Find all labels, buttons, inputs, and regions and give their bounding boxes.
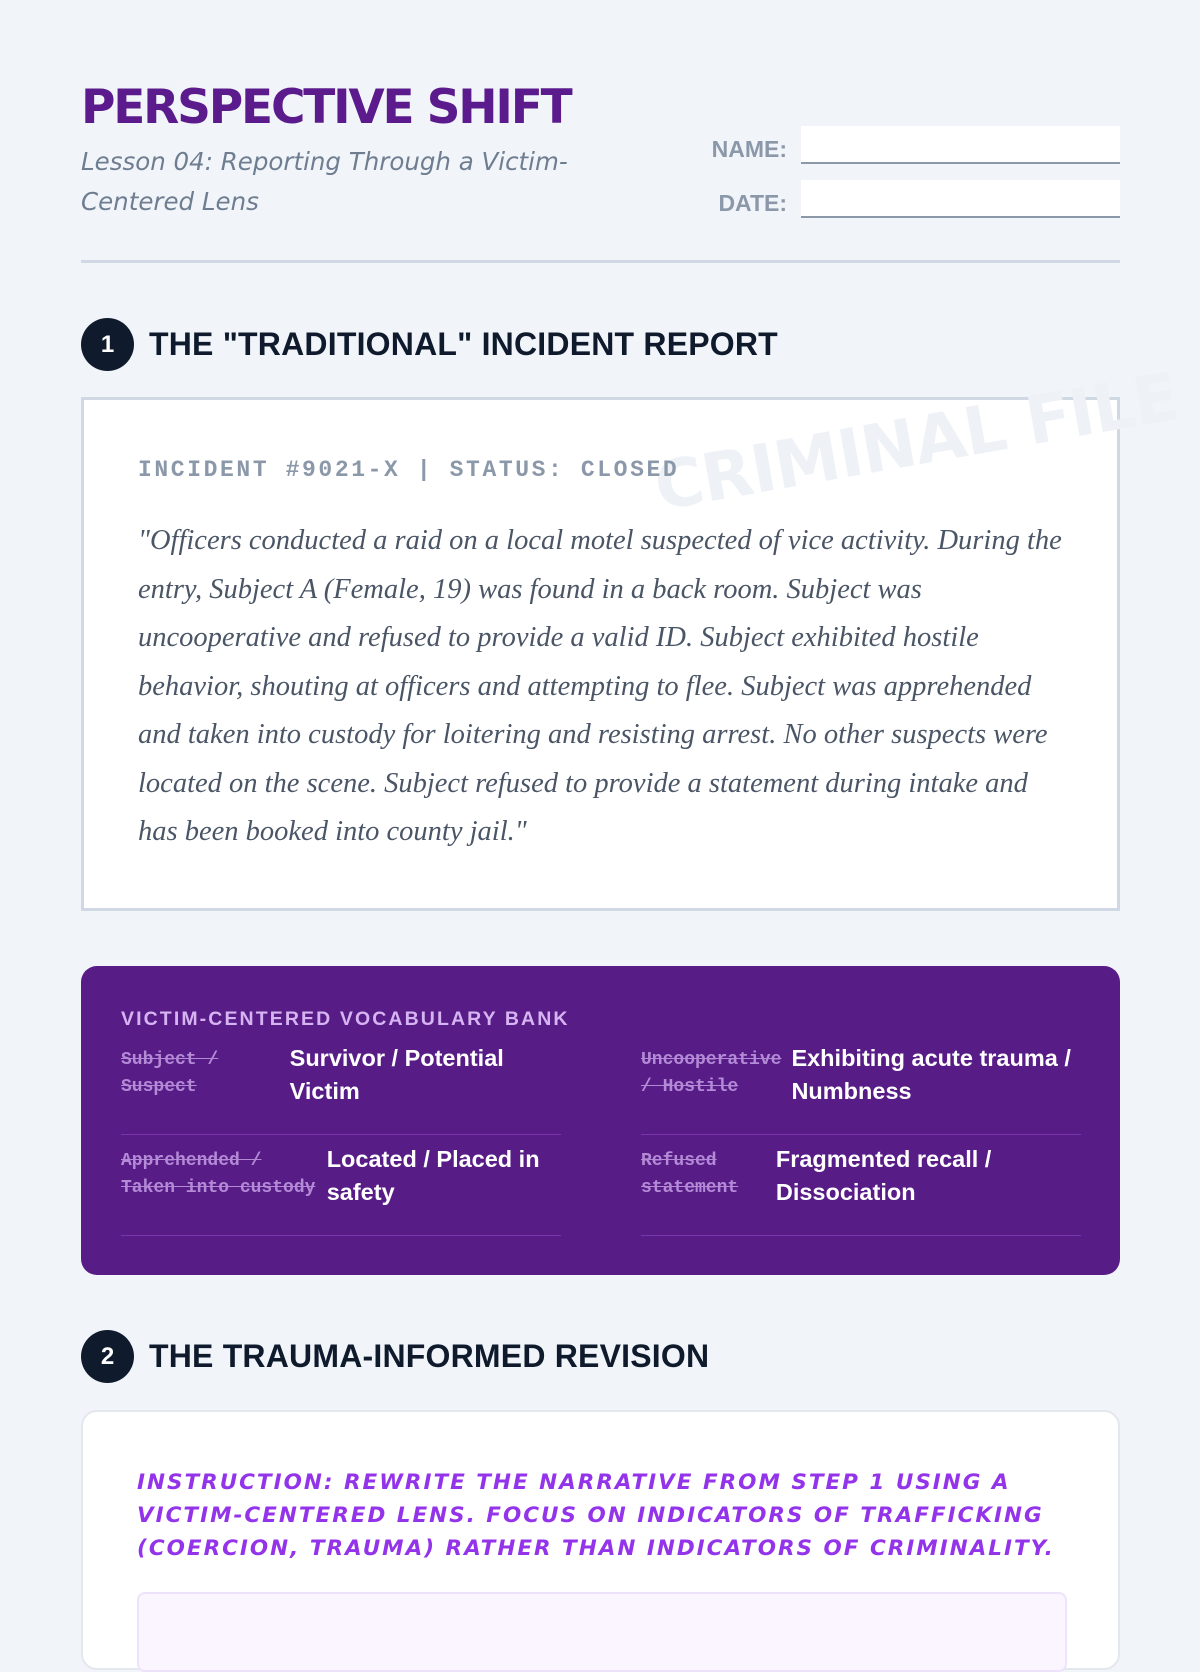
vocab-old-term: Refused statement <box>641 1151 739 1198</box>
section-2-heading <box>81 1330 709 1383</box>
incident-narrative: "Officers conducted a raid on a local motel suspected of vice activity. During the entry, Subject A (Female, 19) was found in a back room. Subject was uncooperative and refused to provide a valid ID. Subject exhibited hostile behavior, shouting at officers and attempting to flee. Subject was apprehended and taken into custody for loitering and resisting arrest. No other suspects were located on the scene. Subject refused to provide a statement during intake and has been booked into county jail." <box>138 525 1062 847</box>
name-input[interactable] <box>801 126 1120 164</box>
vocab-new-term: Exhibiting acute trauma / Numbness <box>791 1045 1071 1104</box>
section-1-title: THE "TRADITIONAL" INCIDENT REPORT <box>149 326 778 362</box>
incident-report-card <box>81 358 1184 911</box>
date-field-row <box>677 180 1120 218</box>
vocab-pair <box>641 1143 1081 1236</box>
step-1-badge: 1 <box>81 318 134 371</box>
revision-textarea[interactable] <box>137 1592 1067 1672</box>
name-field-row <box>677 126 1120 164</box>
vocab-pair <box>121 1143 561 1236</box>
section-1-heading <box>81 318 778 371</box>
vocab-new-term: Fragmented recall / Dissociation <box>775 1146 992 1205</box>
vocab-new-term: Located / Placed in safety <box>326 1146 540 1205</box>
date-input[interactable] <box>801 180 1120 218</box>
vocab-new-term: Survivor / Potential Victim <box>289 1045 504 1104</box>
vocab-old-term: Apprehended / Taken into custody <box>121 1151 316 1198</box>
incident-meta: INCIDENT #9021-X | STATUS: CLOSED <box>138 457 680 483</box>
vocabulary-bank-title: VICTIM-CENTERED VOCABULARY BANK <box>121 1008 570 1030</box>
revision-instruction: INSTRUCTION: REWRITE THE NARRATIVE FROM STEP 1 USING A VICTIM-CENTERED LENS. FOCUS ON INDICATORS OF TRAFFICKING (COERCION, TRAUMA) RATHER THAN INDICATORS OF CRIMINALITY. <box>137 1470 1055 1561</box>
header-divider <box>81 260 1120 263</box>
vocab-pair <box>121 1042 561 1135</box>
section-2-title: THE TRAUMA-INFORMED REVISION <box>149 1338 710 1374</box>
lesson-subtitle: Lesson 04: Reporting Through a Victim-Centered Lens <box>81 147 568 216</box>
criminal-file-watermark: CRIMINAL FILE <box>649 358 1184 526</box>
revision-card <box>81 1410 1120 1670</box>
name-label: NAME: <box>711 136 787 162</box>
vocab-old-term: Uncooperative / Hostile <box>641 1050 782 1097</box>
vocab-pair <box>641 1042 1081 1135</box>
worksheet-title: PERSPECTIVE SHIFT <box>81 80 571 135</box>
date-label: DATE: <box>718 190 787 216</box>
vocab-old-term: Subject / Suspect <box>121 1050 219 1097</box>
step-2-badge: 2 <box>81 1330 134 1383</box>
